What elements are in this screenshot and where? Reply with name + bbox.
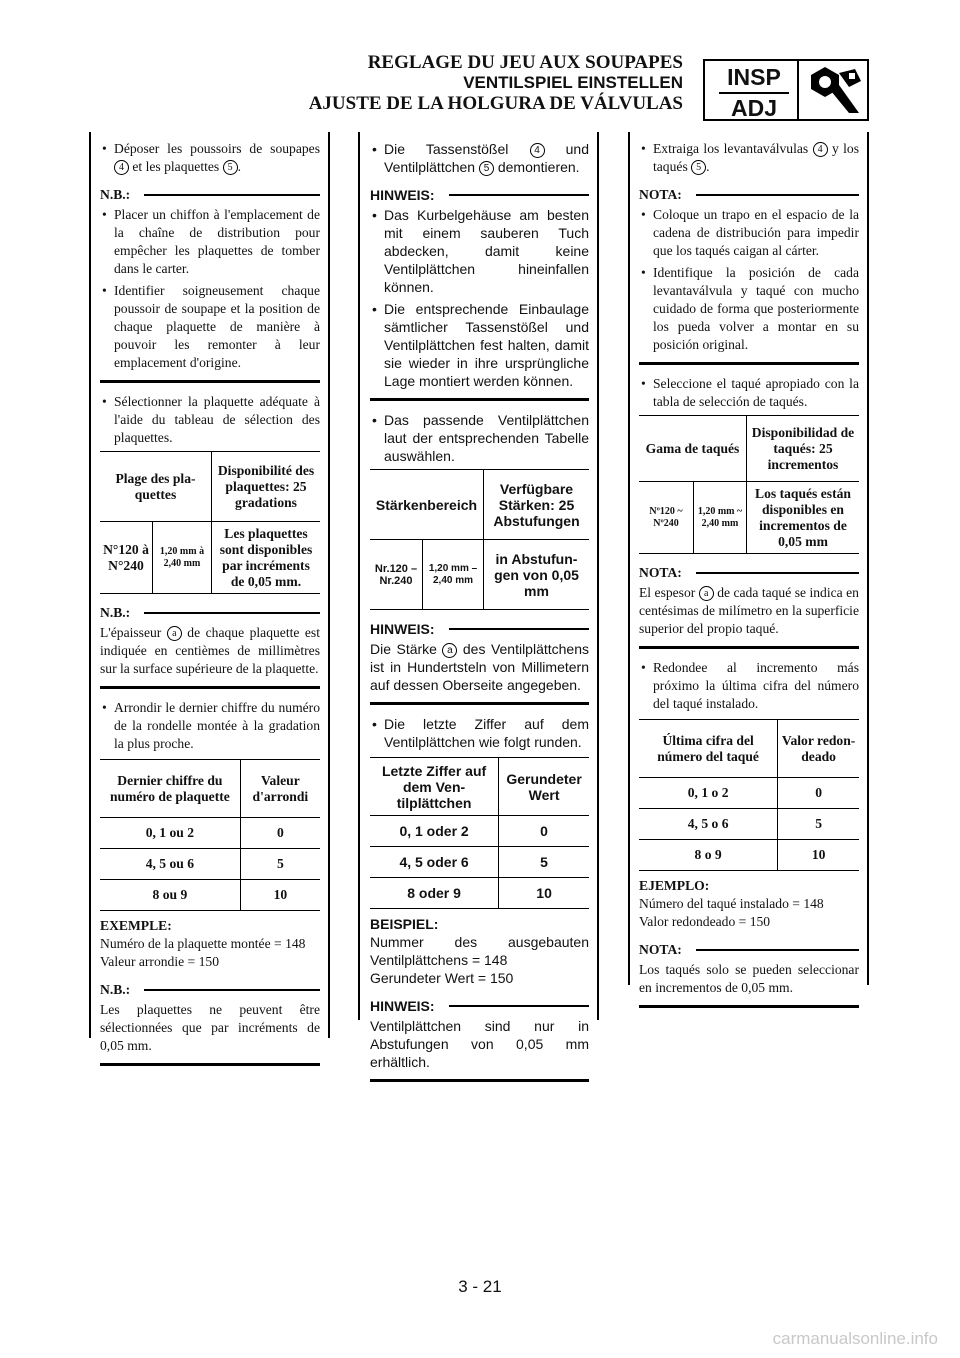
list-item: • Seleccione el taqué apropiado con la tabla de selección de taqués. (639, 375, 859, 411)
table-header: Disponibilité des plaquettes: 25 gradations (212, 452, 321, 522)
shim-table (100, 451, 320, 594)
note-text: El espesor a de cada taqué se indica en centésimas de milímetro en la superficie superior del propio taqué. (639, 585, 859, 636)
column-spanish (639, 140, 859, 1018)
note-end-rule (639, 1005, 859, 1008)
list-item: • Redondee al incremento más próximo la última cifra del número del taqué instalado. (639, 659, 859, 713)
note-end-rule (370, 1079, 589, 1082)
table-header: Última cifra del número del taqué (639, 720, 778, 778)
table-header: Valor redondeado (778, 720, 859, 778)
wrench-gauge-icon (805, 65, 865, 117)
example-line: Numéro de la plaquette montée = 148 (100, 936, 306, 951)
note-end-rule (100, 1063, 320, 1066)
badge-top-label: INSP (727, 64, 781, 90)
table-cell: Les plaquettes sont disponibles par incréments de 0,05 mm. (212, 522, 321, 594)
note-end-rule (639, 646, 859, 649)
table-header: Gama de taqués (639, 416, 747, 482)
note-heading: HINWEIS: (370, 186, 589, 204)
note-end-rule (100, 686, 320, 689)
page-number: 3 - 21 (458, 1277, 502, 1296)
table-header: Disponibilidad de taqués: 25 incrementos (747, 416, 860, 482)
column-rule (597, 132, 599, 1020)
table-cell: 0 (778, 778, 859, 809)
note-heading: HINWEIS: (370, 620, 589, 638)
table-cell: 4, 5 oder 6 (370, 847, 499, 878)
note-heading: N.B.: (100, 981, 320, 999)
note-text: Die Stärke a des Ventilplättchens ist in Hundertsteln von Millimetern auf dessen Oberseite angegeben. (370, 641, 590, 693)
list-item: • Extraiga los levantaválvulas 4 y los taqués 5 . (639, 140, 859, 176)
example-line: Valor redondeado = 150 (639, 914, 771, 929)
note-heading: N.B.: (100, 186, 320, 204)
callout-a: a (167, 626, 182, 641)
note-text: Los taqués solo se pueden seleccionar en incrementos de 0,05 mm. (639, 962, 859, 995)
section-title-de: VENTILSPIEL EINSTELLEN (463, 73, 683, 92)
list-item: • Identifier soigneusement chaque poussoir de soupape et la position de chaque plaquette de manière à pouvoir les remonter à leur emplacement d'origine. (100, 282, 320, 372)
note-text: Les plaquettes ne peuvent être sélectionnées que par incréments de 0,05 mm. (100, 1002, 320, 1053)
badge-code (719, 65, 789, 121)
table-cell: in Abstufungen von 0,05 mm (484, 540, 590, 610)
list-item: • Sélectionner la plaquette adéquate à l'aide du tableau de sélection des plaquettes. (100, 393, 320, 447)
callout-5: 5 (691, 160, 706, 175)
note-end-rule (100, 380, 320, 383)
note-heading: HINWEIS: (370, 997, 589, 1015)
list-item: • Identifique la posición de cada levantaválvula y taqué con mucho cuidado de forma que posteriormente los pueda volver a montar en su posición original. (639, 264, 859, 354)
note-text: Ventilplättchen sind nur in Abstufungen von 0,05 mm erhältlich. (370, 1018, 589, 1070)
table-cell: Nr.120 – Nr.240 (370, 540, 423, 610)
note-end-rule (370, 702, 589, 705)
example-line: Gerundeter Wert = 150 (370, 970, 514, 986)
table-cell: 8 o 9 (639, 840, 778, 871)
rounding-table (639, 719, 859, 871)
table-cell: 0 (499, 816, 589, 847)
column-rule (358, 132, 360, 1020)
insp-adj-badge (703, 59, 869, 121)
column-rule (89, 132, 91, 1038)
note-heading: NOTA: (639, 941, 859, 959)
list-item: • Déposer les poussoirs de soupapes 4 et les plaquettes 5 . (100, 140, 320, 176)
rounding-table (370, 757, 589, 909)
table-cell: 0, 1 oder 2 (370, 816, 499, 847)
list-item: • Das passende Ventilplättchen laut der entsprechenden Tabelle auswählen. (370, 411, 589, 465)
callout-4: 4 (813, 142, 828, 157)
column-rule (328, 132, 330, 1038)
example-line: Valeur arrondie = 150 (100, 954, 220, 969)
table-header: Stärkenbereich (370, 470, 484, 540)
example-label: BEISPIEL: (370, 916, 439, 932)
table-cell: 0, 1 ou 2 (100, 818, 240, 849)
table-cell: 1,20 mm ~ 2,40 mm (694, 482, 747, 554)
callout-4: 4 (530, 143, 545, 158)
table-cell: 0, 1 o 2 (639, 778, 778, 809)
note-end-rule (370, 398, 589, 401)
table-header: Plage des plaquettes (100, 452, 212, 522)
badge-bottom-label: ADJ (730, 95, 777, 121)
example-line: Nummer des ausgebauten Ventilplättchens = 148 (370, 934, 589, 968)
example-label: EXEMPLE: (100, 918, 172, 933)
list-item: • Die letzte Ziffer auf dem Ventilplättchen wie folgt runden. (370, 715, 589, 751)
rounding-table (100, 759, 320, 911)
table-cell: 5 (499, 847, 589, 878)
table-cell: 1,20 mm – 2,40 mm (423, 540, 484, 610)
table-header: Dernier chiffre du numéro de plaquette (100, 760, 240, 818)
column-french (100, 140, 320, 1076)
note-text: L'épaisseur a de chaque plaquette est indiquée en centièmes de millimètres sur la surface supérieure de la plaquette. (100, 625, 321, 676)
table-cell: Nº120 ~ Nº240 (639, 482, 694, 554)
table-cell: 8 ou 9 (100, 880, 240, 911)
table-header: Gerundeter Wert (499, 758, 589, 816)
note-heading: NOTA: (639, 564, 859, 582)
example-label: EJEMPLO: (639, 878, 710, 893)
table-header: Letzte Ziffer auf dem Ventilplättchen (370, 758, 499, 816)
column-rule (628, 132, 630, 985)
table-cell: N°120 à N°240 (100, 522, 153, 594)
section-title-es: AJUSTE DE LA HOLGURA DE VÁLVULAS (308, 93, 683, 114)
callout-a: a (442, 643, 457, 658)
list-item: • Coloque un trapo en el espacio de la cadena de distribución para impedir que los taqués caigan al cárter. (639, 206, 859, 260)
table-cell: 10 (778, 840, 859, 871)
list-item: • Die Tassenstößel 4 und Ventilplättchen 5 demontieren. (370, 140, 589, 176)
table-cell: 10 (499, 878, 589, 909)
list-item: • Arrondir le dernier chiffre du numéro de la rondelle montée à la gradation la plus proche. (100, 699, 320, 753)
table-header: Verfügbare Stärken: 25 Abstufungen (484, 470, 590, 540)
table-cell: 5 (240, 849, 320, 880)
watermark: carmanualsonline.info (772, 1329, 938, 1348)
list-item: • Die entsprechende Einbaulage sämtlicher Tassenstößel und Ventilplättchen fest halten, damit sie wieder in ihre ursprüngliche Lage montiert werden können. (370, 300, 589, 390)
list-item: • Placer un chiffon à l'emplacement de la chaîne de distribution pour empêcher les plaquettes de tomber dans le carter. (100, 206, 320, 278)
callout-5: 5 (479, 161, 494, 176)
callout-a: a (699, 586, 714, 601)
table-cell: 8 oder 9 (370, 878, 499, 909)
table-cell: 1,20 mm à 2,40 mm (153, 522, 212, 594)
callout-4: 4 (114, 160, 129, 175)
table-cell: 4, 5 o 6 (639, 809, 778, 840)
note-heading: N.B.: (100, 604, 320, 622)
list-item: • Das Kurbelgehäuse am besten mit einem sauberen Tuch abdecken, damit keine Ventilplättchen hineinfallen können. (370, 206, 589, 296)
section-title-fr: REGLAGE DU JEU AUX SOUPAPES (367, 52, 683, 73)
table-header: Valeur d'arrondi (240, 760, 320, 818)
callout-5: 5 (223, 160, 238, 175)
shim-table (639, 415, 859, 554)
table-cell: 4, 5 ou 6 (100, 849, 240, 880)
table-cell: 0 (240, 818, 320, 849)
note-end-rule (639, 362, 859, 365)
note-heading: NOTA: (639, 186, 859, 204)
shim-table (370, 469, 589, 610)
column-rule (867, 132, 869, 985)
column-german (370, 140, 589, 1092)
table-cell: 10 (240, 880, 320, 911)
example-line: Número del taqué instalado = 148 (639, 896, 824, 911)
table-cell: Los taqués están disponibles en incrementos de 0,05 mm (747, 482, 860, 554)
table-cell: 5 (778, 809, 859, 840)
